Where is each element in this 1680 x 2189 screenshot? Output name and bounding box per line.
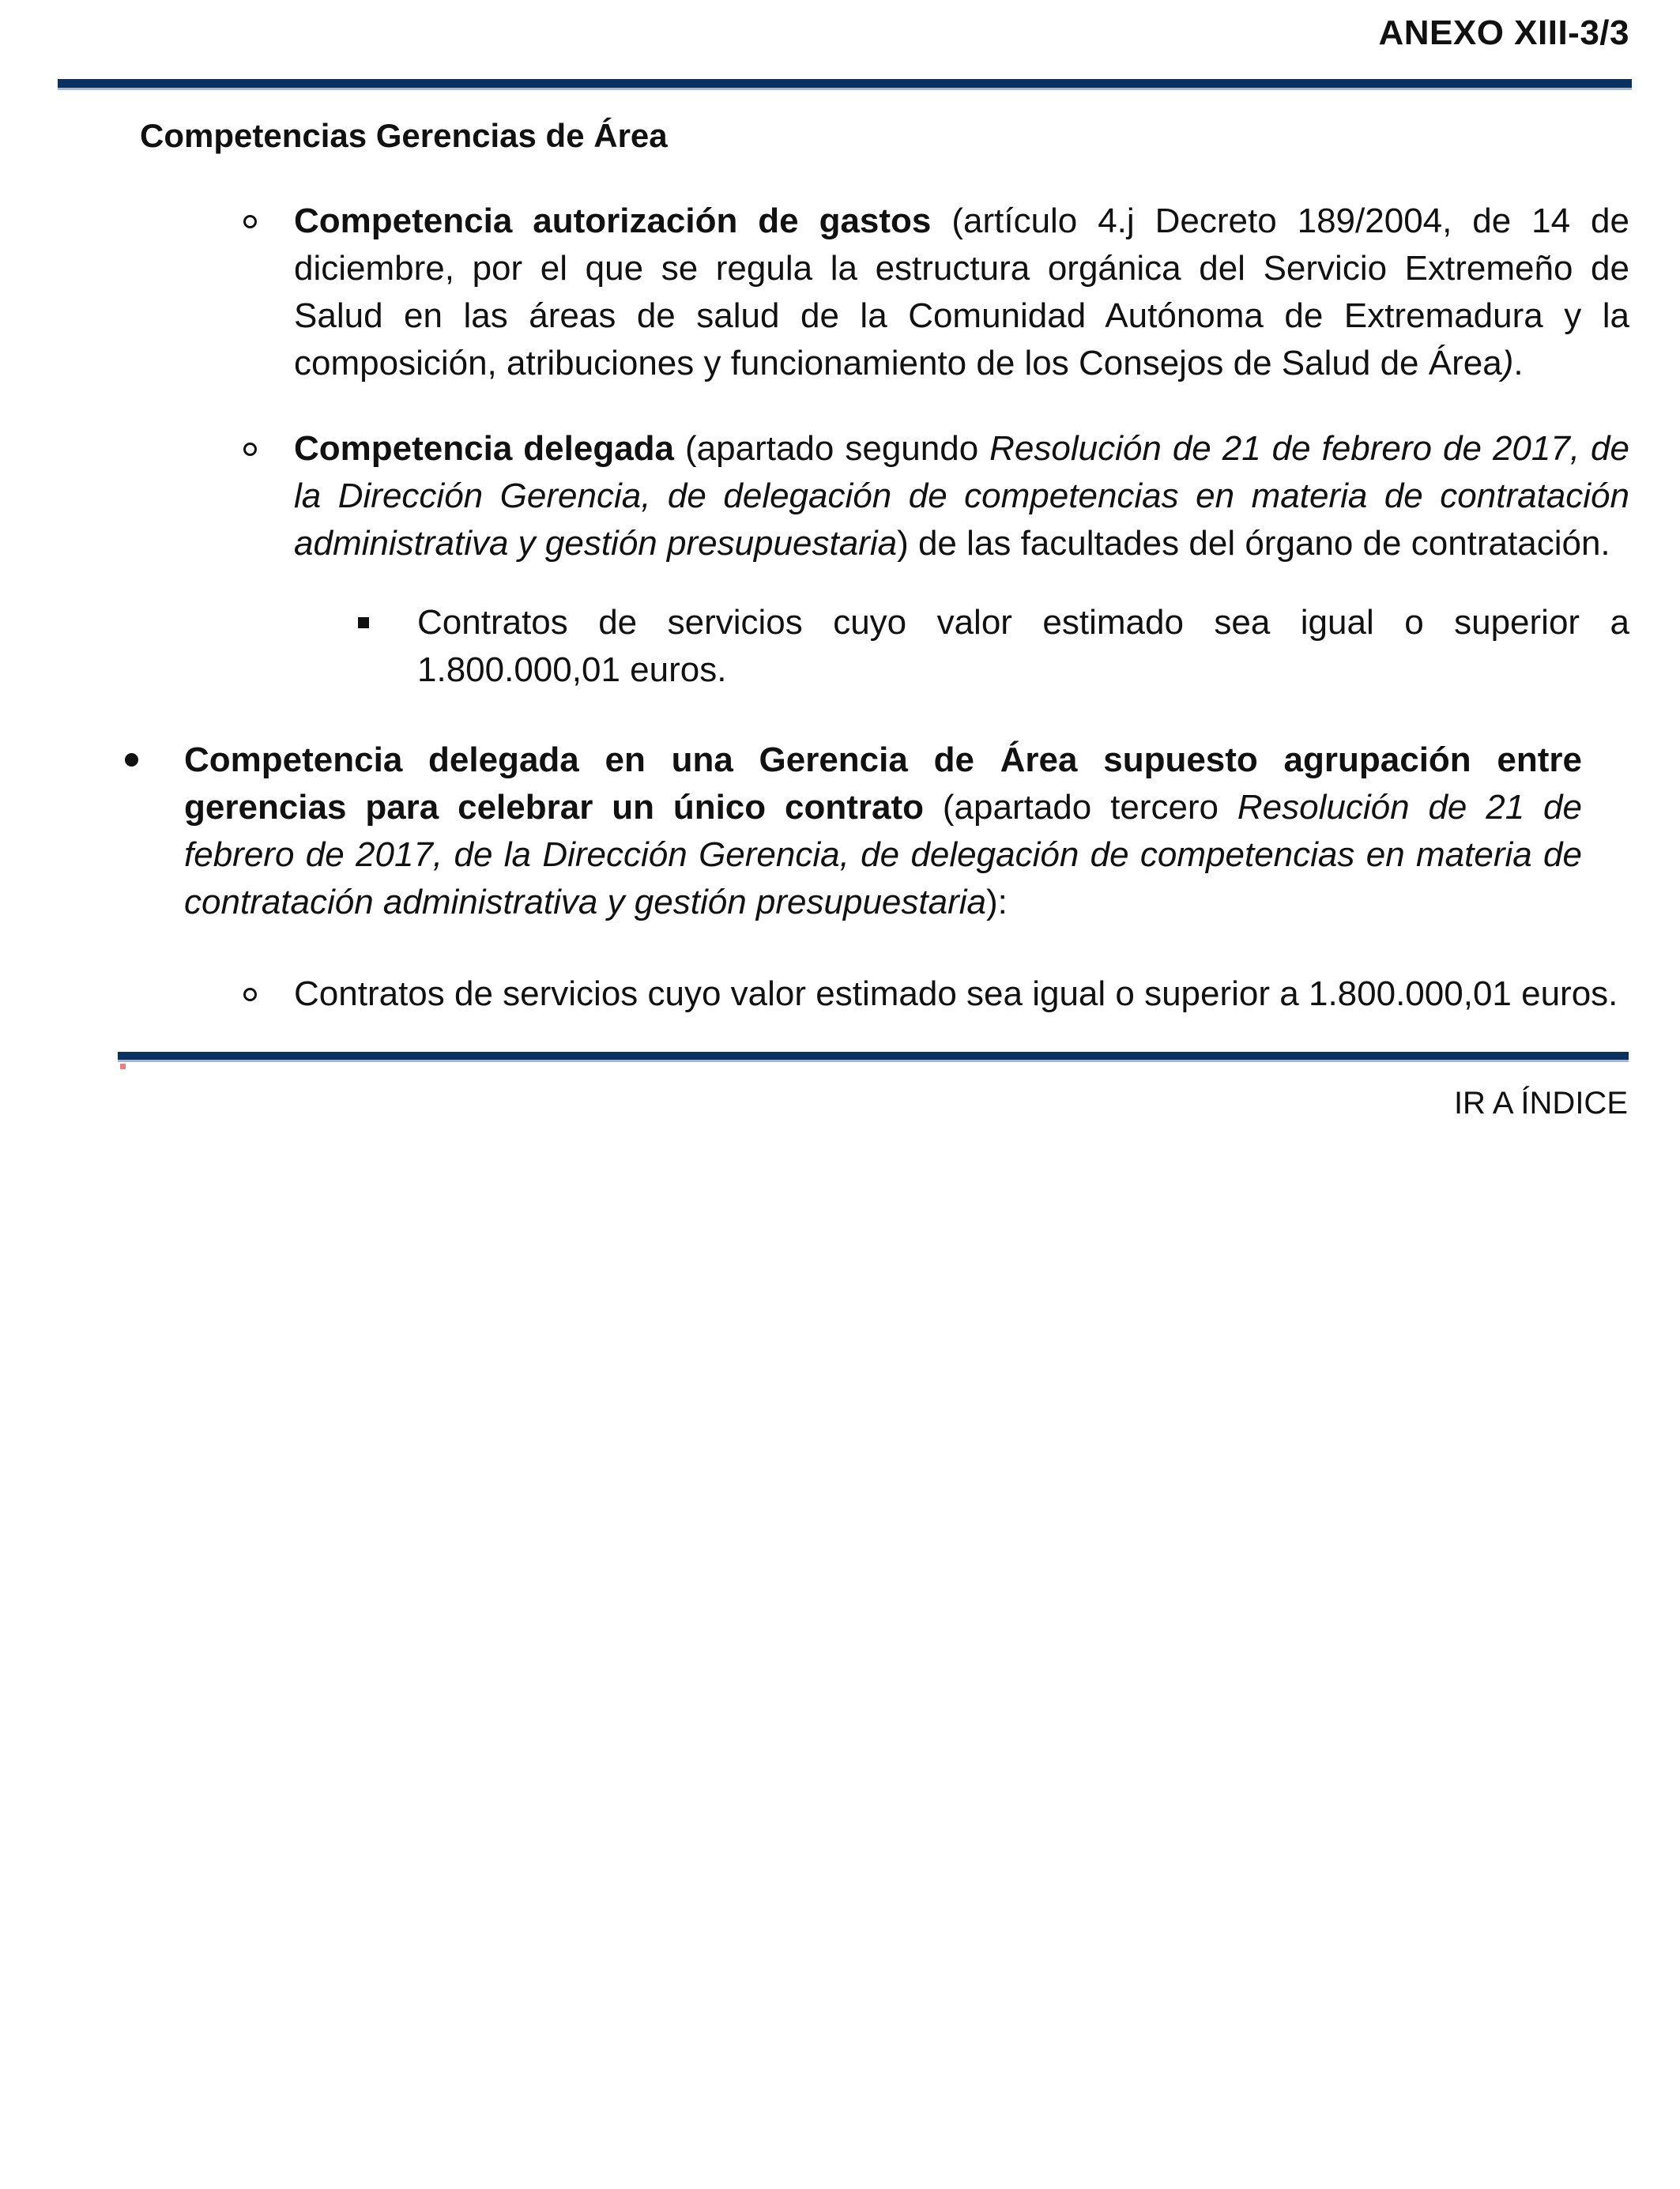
marker-column [243, 198, 294, 228]
list-item-text: Contratos de servicios cuyo valor estimado sea igual o superior a 1.800.000,01 euros. [294, 974, 1618, 1013]
list-item-text: Competencia delegada (apartado segundo Resolución de 21 de febrero de 2017, de la Dirección Gerencia, de delegación de competencias en materia de contratación administrativa y gestión presupuestaria) de las facultades del órgano de contratación. [294, 429, 1629, 563]
go-to-index-link[interactable]: IR A ÍNDICE [1453, 1086, 1628, 1121]
page-title: Competencias Gerencias de Área [140, 117, 668, 154]
circle-bullet-icon [243, 988, 257, 1001]
annex-header-label: ANEXO XIII-3/3 [1378, 13, 1629, 52]
list-item-text: Competencia delegada en una Gerencia de Área supuesto agrupación entre gerencias para celebrar un único contrato (apartado tercero Resolución de 21 de febrero de 2017, de la Dirección Gerencia, de delegación de competencias en materia de contratación administrativa y gestión presupuestaria): [184, 740, 1582, 921]
list-item [125, 737, 1582, 926]
top-divider [58, 79, 1632, 90]
circle-bullet-icon [243, 443, 257, 456]
square-bullet-icon [358, 617, 369, 628]
list-item [243, 198, 1629, 387]
marker-column [125, 737, 184, 767]
circle-bullet-icon [243, 215, 257, 228]
list-item [243, 425, 1629, 567]
list-item [358, 599, 1629, 694]
bottom-divider [118, 1052, 1629, 1062]
annotation-mark [120, 1064, 126, 1069]
marker-column [243, 425, 294, 456]
marker-column [243, 970, 294, 1001]
list-item-text: Contratos de servicios cuyo valor estimado sea igual o superior a 1.800.000,01 euros. [417, 603, 1629, 689]
disc-bullet-icon [125, 753, 138, 767]
list-item-text: Competencia autorización de gastos (artículo 4.j Decreto 189/2004, de 14 de diciembre, por el que se regula la estructura orgánica del Servicio Extremeño de Salud en las áreas de salud de la Comunidad Autónoma de Extremadura y la composición, atribuciones y funcionamiento de los Consejos de Salud de Área). [294, 202, 1629, 382]
marker-column [358, 599, 417, 628]
list-item [243, 970, 1629, 1018]
